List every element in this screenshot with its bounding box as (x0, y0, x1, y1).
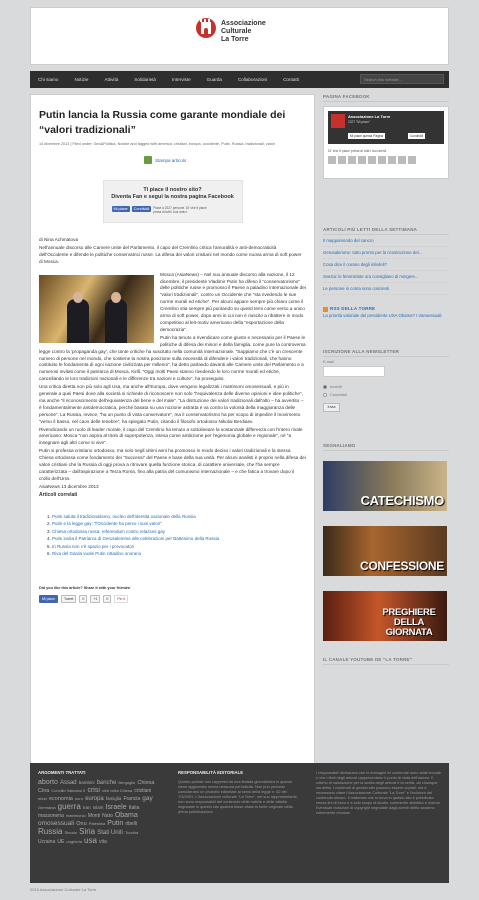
rss-heading[interactable]: RSS DELLA TORRE (330, 306, 376, 311)
tag-link[interactable]: guerra (57, 802, 81, 811)
friends-avatars (328, 156, 444, 164)
share-label: Did you like this article? Share it with your friends! (39, 585, 131, 590)
share-bar (39, 595, 306, 603)
related-link[interactable]: Putin e la legge gay: “l'Occidente ha perso i suoi valori” (52, 521, 162, 527)
share-count: 0 (79, 595, 87, 603)
site-header (30, 7, 449, 65)
tag-link[interactable]: famiglia (105, 796, 122, 801)
facebook-page-widget (323, 106, 449, 179)
page-avatar[interactable] (331, 114, 345, 128)
footer-heading: ARGOMENTI TRATTATI (38, 770, 86, 775)
list-item (52, 550, 306, 558)
tag-link[interactable]: Palestina (88, 821, 106, 826)
top-article-link[interactable]: Il mappamondo del cancro (323, 235, 449, 247)
site-name[interactable]: Associazione Culturale La Torre (221, 20, 266, 43)
nav-item-chi-siamo[interactable]: Chi siamo (38, 77, 59, 82)
tag-link[interactable]: Ucraina (38, 839, 56, 845)
nav-item-attivita[interactable]: Attività (104, 77, 119, 82)
tag-link[interactable]: ribelli (125, 821, 138, 827)
tag-link[interactable]: Israele (105, 804, 127, 811)
nav-item-solidarieta[interactable]: Solidarietà (134, 77, 156, 82)
top-article-link[interactable]: Le persone in coma sono coscienti (323, 283, 449, 295)
tag-link[interactable]: crisi nella Chiesa (102, 788, 133, 793)
tag-link[interactable]: cristiani (134, 788, 152, 794)
article-body (39, 237, 306, 499)
fb-like-button[interactable]: Mi piace (113, 207, 128, 211)
related-link[interactable]: Riva del Garda vuole Putin cittadino onorario (52, 551, 142, 557)
top-article-link[interactable]: Cosa dice il corano degli infedeli? (323, 259, 449, 271)
tag-link[interactable]: matrimonio (65, 813, 86, 818)
list-item (52, 520, 306, 528)
fb-share-button[interactable]: Condividi (133, 207, 150, 211)
print-article-link[interactable]: Stampa articolo (144, 156, 306, 164)
related-link[interactable]: Putin invita il Patriarca di Gerusalemme alle celebrazioni per Battesimo della Russia (52, 536, 220, 542)
copyright-note: I responsabili dichiarano che le immagini ivi contenute sono state trovate e che i titoli degli articoli rappresentano il punto di vista dell'autore. Il criterio di valutazione per la scelta degli articoli è la verità, da chiunque sia detta. I contenuti di questo sito possono essere copiati, ma è necessario citare l'Associazione Culturale "La Torre" e l'indirizzo del contenuto stesso. Il materiale che si trova in questo sito è pubblicato senza fini di lucro e a solo scopo di studio, commento didattico e ricerca. Eventuali violazioni di copyright segnalate dagli aventi diritto saranno celermente rimosse. (316, 770, 442, 815)
tag-link[interactable]: Francia (123, 796, 141, 802)
tag-link[interactable]: bambini (78, 780, 95, 785)
tag-link[interactable]: Russia (38, 827, 63, 836)
intro: Nell'annuale discorso alle Camere unite del Parlamento, il capo del Cremlino critica l'amoralità e anti-democraticità dell'Occidente e difende le politiche conservatrici russe. La difesa dei valori cristiani nel mondo come nuova arma di soft power di Mosca. (39, 244, 302, 264)
nav-item-interviste[interactable]: Interviste (172, 77, 191, 82)
tag-link[interactable]: Turchia (125, 830, 139, 835)
fb-page-name[interactable]: Associazione La Torre (348, 114, 391, 119)
tag-link[interactable]: Italia (128, 805, 140, 811)
fb-page-share-button[interactable]: Condividi (410, 134, 424, 138)
subscribe-radio[interactable] (323, 385, 327, 389)
tower-logo-icon[interactable] (196, 18, 216, 38)
share-pinterest-button[interactable]: Pin it (114, 595, 128, 603)
list-item (52, 535, 306, 543)
tag-link[interactable]: Iran (82, 805, 91, 810)
print-icon (144, 156, 152, 164)
tag-link[interactable]: Stati Uniti (97, 830, 123, 836)
footer-heading: RESPONSABILITÀ EDITORIALE (178, 770, 244, 775)
tag-link[interactable]: Islam (92, 805, 104, 810)
tag-link[interactable]: usa (84, 836, 97, 845)
tag-link[interactable]: euro (74, 796, 83, 801)
tag-link[interactable]: Nato (102, 813, 113, 819)
tag-link[interactable]: economia (49, 796, 73, 802)
related-list (52, 513, 306, 558)
editorial-note: Questo portale non rappresenta una testata giornalistica in quanto viene aggiornato senza nessuna periodicità. Non può pertanto considerarsi un prodotto editoriale ai sensi della legge n. 62 del 7/3/2001. L'Associazione culturale "La Torre", nel suo rappresentante, non sono responsabili del contenuto delle notizie e delle attività segnalate in questo sito qualora fosse citata la fonte originale della prima pubblicazione. (178, 779, 299, 814)
sidebar-heading: PAGINA FACEBOOK (323, 94, 449, 102)
email-field[interactable] (323, 366, 385, 377)
source: AsiaNews 13 dicembre 2013 (39, 483, 99, 489)
sidebar-heading: ISCRIZIONE ALLA NEWSLETTER (323, 349, 449, 357)
paragraph: Rivendicando un ruolo di leader morale, il capo del Cremlino ha tenuto a sottolineare la sostanziale differenza con l'intero rivale americano: Mosca “non aspira al titolo di superpotenza, intesa come ambizione per l'egemonia globale e regionale”, né “a insegnare agli altri come si vive”. (39, 426, 303, 446)
tag-link[interactable]: massoneria (38, 813, 64, 819)
tag-link[interactable]: Putin (107, 820, 124, 827)
nav-item-contatti[interactable]: Contatti (283, 77, 299, 82)
tag-link[interactable]: vita (99, 839, 107, 845)
tag-link[interactable]: Chiesa (137, 780, 155, 786)
tag-link[interactable]: ungheria (66, 839, 82, 844)
top-article-link[interactable]: Svezia: le femministe ora consigliano di mingere... (323, 271, 449, 283)
fb-friends-text: Di' che ti piace prima di tutti i tuoi amici (328, 149, 387, 153)
nav-item-guarda[interactable]: Guarda (206, 77, 222, 82)
main-nav (30, 71, 449, 88)
sidebar: PAGINA FACEBOOK Associazione La Torre 2327 "Mi piace" Mi piace questa Pagina Condividi Di' che ti piace prima di tutti i tuoi amici ARTICOLI PIÙ LETTI DELLA SETTIMANA Il mappamondo del cancro Gerusalemme: tutto pronto per la ricostruzione del... Cosa dice il corano degli infedeli? Svezia: le femministe ora consigliano di mingere... Le persone in coma sono coscienti RSS DELLA TORRE La priorità valoriale del presidente USA Obama? I transessuali ISCRIZIONE ALLA NEWSLETTER E-mail Iscriviti Cancellati Invia SEGNALIAMO CATECHISMO CONFESSIONE PREGHIERE DELLA GIORNATA IL CANALE YOUTUBE DE "LA TORRE" (323, 94, 449, 844)
related-heading: Articoli correlati (39, 491, 78, 498)
fb-page-likes: 2327 "Mi piace" (348, 120, 371, 124)
search-input[interactable]: Search this website… (360, 74, 444, 84)
paragraph: Una critica diretta non più solo agli Usa, ma anche all'Europa, dove vengono legalizzati i matrimoni omosessuali, e più in generale a quei Paesi dove alla società si richiede di riconoscere non solo “l'equivalenza delle diverse opinioni e idee politiche”, ma anche “il riconoscimento dell'equivalenza del bene e del male”. “La distruzione dei valori tradizionali dall'alto – ha avvertito – è fondamentalmente antidemocratica, perché basata su una nozione astratta e va contro la volontà della maggioranza delle persone”. La Russia, invece, “ha un punto di vista conservatore”, ma il conservatorismo ha per scopo di impedire il movimento “verso il basso, nel caos delle tenebre”, ha spiegato Putin, citando il filosofo ortodosso Nikolai Berdiaev. (39, 384, 304, 424)
top-article-link[interactable]: Gerusalemme: tutto pronto per la ricostruzione del... (323, 247, 449, 259)
tag-link[interactable]: Bergoglio (118, 780, 136, 785)
copyright: 2015 Associazione Culturale La Torre (30, 887, 97, 892)
tag-link[interactable]: Assad (59, 780, 77, 786)
tag-link[interactable]: crisi (87, 787, 100, 794)
fb-like-count: Piace a 2327 persone. Di' che ti piace prima di tutti i tuoi amici. (153, 206, 207, 214)
sidebar-heading: IL CANALE YOUTUBE DE "LA TORRE" (323, 657, 449, 665)
byline: di Nina Achmatova (39, 237, 79, 242)
confessione-banner[interactable]: CONFESSIONE (323, 526, 447, 576)
nav-item-collaborazioni[interactable]: Collaborazioni (237, 77, 268, 82)
share-count: 0 (103, 595, 111, 603)
tag-link[interactable]: omosessuali (38, 820, 75, 827)
tag-link[interactable]: ebrei (38, 796, 47, 801)
unsubscribe-radio[interactable] (323, 393, 327, 397)
tag-link[interactable]: Concilio Vaticano II (51, 788, 86, 793)
article-photo (39, 275, 154, 343)
page-title: Putin lancia la Russia come garante mondiale dei “valori tradizionali” (39, 109, 286, 136)
tag-link[interactable]: Monti (87, 813, 101, 819)
tag-cloud (38, 779, 158, 846)
paragraph: Putin si professa cristiano ortodosso, ma solo negli ultimi anni ha promosso in modo deciso i valori tradizionali e la stessa Chiesa ortodossa come fondamento dei “Successi” del Paese e base della sua unità. Per alcuni analisti è proprio nella difesa dei valori cristiani che la Russia di oggi prova a ritrovare quella funzione storica, di carattere universale, che l'ha sempre caratterizzata – dall'aspirazione a Terza Roma, fino alla patria del comunismo internazionale – e che fatica a trovare dopo il crollo dell'Urss. (39, 448, 306, 481)
list-item (52, 528, 306, 536)
list-item (52, 513, 306, 521)
paragraph: Putin ha tenuto a rivendicare come giusto e necessario per il Paese le politiche di difesa dei minori e della famiglia, come pure la controversa legge contro la 'propaganda gay', che tante critiche ha suscitato nella comunità internazionale. “Sappiamo che c'è un crescente numero di persone nel mondo, che sostiene la nostra posizione sulla necessità di difendere i valori tradizionali, che hanno costituito le fondamenta di ogni nazione civilizzata per millenni”, ha detto parlando davanti alle Camere unite del Parlamento e a numerosi invitati come il patriarca di Mosca, Kirill. “Oggi molti Paesi stanno rivedendo le loro norme morali ed etiche, cancellando le loro tradizioni nazionali e le differenze tra nazioni e culture”, ha proseguito. (39, 334, 306, 382)
tag-link[interactable]: gay (142, 795, 153, 802)
facebook-fan-box: Ti piace il nostro sito? Diventa Fan e segui la nostra pagina Facebook Mi piace Condividi Piace a 2327 persone. Di' che ti piace prima di tutti i tuoi amici. (103, 180, 243, 223)
share-facebook-button[interactable]: Mi piace (39, 595, 58, 603)
rss-icon (323, 307, 328, 312)
tag-link[interactable]: europa (85, 796, 104, 802)
email-label: E-mail (323, 360, 334, 364)
tag-link[interactable]: Cina (38, 788, 50, 794)
send-button[interactable]: Invia (323, 403, 340, 412)
article-content (30, 94, 315, 844)
tag-link[interactable]: aborto (38, 779, 58, 786)
tag-link[interactable]: Onu (76, 821, 87, 827)
related-link[interactable]: Chiesa ortodossa russa: referendum contro relazioni gay (52, 528, 166, 534)
tag-link[interactable]: Obama (114, 812, 138, 819)
catechismo-banner[interactable]: CATECHISMO (323, 461, 447, 511)
preghiere-banner[interactable]: PREGHIERE DELLA GIORNATA (323, 591, 447, 641)
sidebar-heading: ARTICOLI PIÙ LETTI DELLA SETTIMANA (323, 227, 449, 235)
tag-link[interactable]: Germania (38, 805, 56, 810)
tag-link[interactable]: Siria (79, 827, 96, 836)
paragraph: Mosca (AsiaNews) – Nel suo annuale discorso alla nazione, il 12 dicembre, il presidente Vladimir Putin ha difeso il “conservatorismo” delle politiche russe e promosso il Paese a paladino internazionale dei “valori tradizionali”, contro un Occidente che “sta rivedendo le sue norme morali ed etiche”. Per alcuni appare sempre più chiaro come il Cremlino stia sempre più puntando su questi temi come verso a unico arma di soft power, dopo anni in cui non è riuscito a ribattere in modo competitivo al leit-motiv americano della “esportazione della democrazia”. (160, 271, 306, 332)
article-meta: 14 dicembre 2013 | Filed under: Geo&Politica, Notizie and tagged with america, cristiani, europa, occidente, Putin, Russia, tradizionali, valori (39, 142, 275, 146)
site-footer (30, 763, 449, 883)
list-item (52, 543, 306, 551)
share-tweet-button[interactable]: Tweet (61, 595, 76, 603)
related-link[interactable]: In Russia non c'è spazio per i provocatori (52, 543, 135, 549)
rss-item-link[interactable]: La priorità valoriale del presidente USA Obama? I transessuali (323, 313, 442, 318)
tag-link[interactable]: Sinodo (64, 830, 78, 835)
tag-link[interactable]: UE (57, 839, 65, 845)
related-link[interactable]: Putin saluta il tradizionalismo, nucleo dell'identità nazionale della Russia (52, 513, 196, 519)
share-gplus-button[interactable]: +1 (90, 595, 100, 603)
nav-item-notizie[interactable]: Notizie (74, 77, 89, 82)
fb-page-like-button[interactable]: Mi piace questa Pagina (350, 134, 384, 138)
tag-link[interactable]: banche (96, 780, 117, 786)
sidebar-heading: SEGNALIAMO (323, 443, 449, 451)
